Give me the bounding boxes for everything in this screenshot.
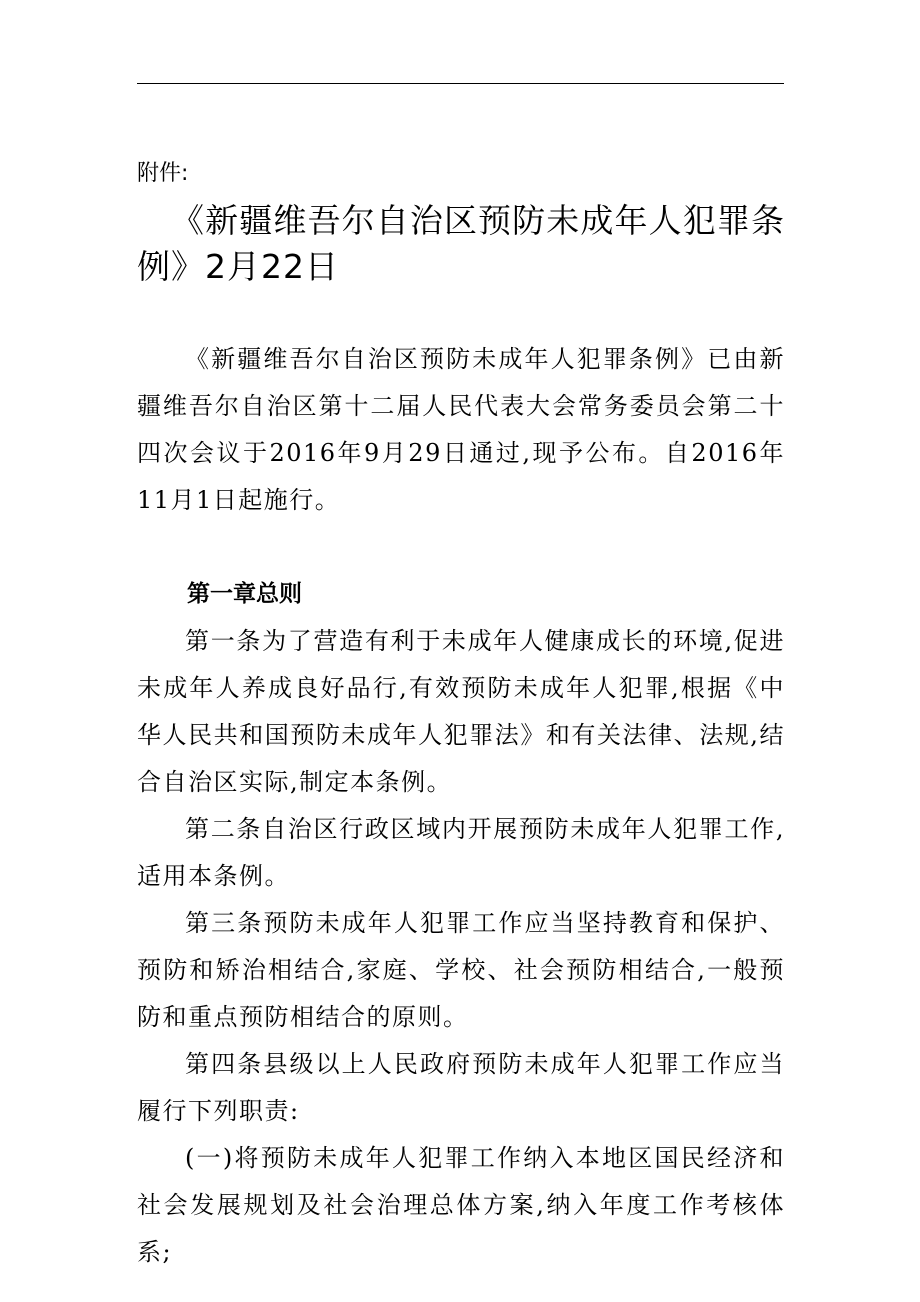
document-title: 《新疆维吾尔自治区预防未成年人犯罪条例》2月22日 [137, 201, 785, 286]
article-2: 第二条自治区行政区域内开展预防未成年人犯罪工作,适用本条例。 [137, 815, 785, 890]
intro-paragraph: 《新疆维吾尔自治区预防未成年人犯罪条例》已由新疆维吾尔自治区第十二届人民代表大会常务委员会第二十四次会议于2016年9月29日通过,现予公布。自2016年11月1日起施行。 [137, 345, 785, 514]
attachment-label: 附件: [137, 161, 189, 186]
document-body [137, 158, 785, 1276]
article-4-item-1: (一)将预防未成年人犯罪工作纳入本地区国民经济和社会发展规划及社会治理总体方案,纳入年度工作考核体系; [137, 1144, 785, 1266]
article-1: 第一条为了营造有利于未成年人健康成长的环境,促进未成年人养成良好品行,有效预防未成年人犯罪,根据《中华人民共和国预防未成年人犯罪法》和有关法律、法规,结合自治区实际,制定本条例。 [137, 627, 785, 796]
article-4: 第四条县级以上人民政府预防未成年人犯罪工作应当履行下列职责: [137, 1050, 785, 1125]
header-rule [137, 83, 784, 84]
article-3: 第三条预防未成年人犯罪工作应当坚持教育和保护、预防和矫治相结合,家庭、学校、社会预防相结合,一般预防和重点预防相结合的原则。 [137, 909, 785, 1031]
chapter-heading: 第一章总则 [187, 581, 302, 607]
